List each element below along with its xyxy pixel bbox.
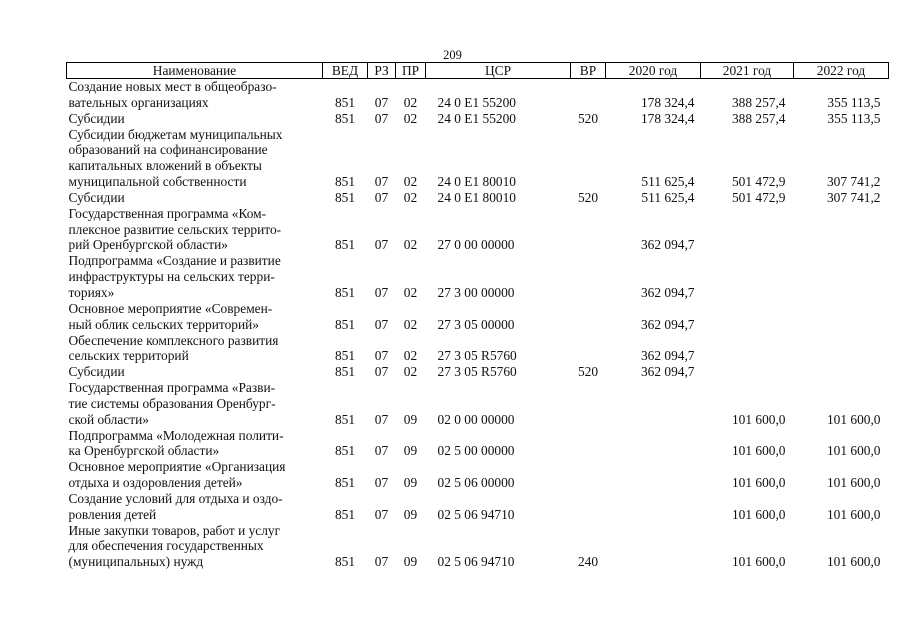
- row-pr: 02: [403, 284, 418, 300]
- row-value-2022: 101 600,0: [826, 506, 881, 522]
- row-name-line: капитальных вложений в объекты: [68, 158, 262, 174]
- row-ved: 851: [334, 284, 356, 300]
- row-vr: 520: [577, 110, 599, 126]
- row-name: [67, 111, 323, 127]
- row-value-2020: 511 625,4: [641, 174, 695, 190]
- row-rz: 07: [374, 316, 389, 332]
- row-name-line: инфраструктуры на сельских терри-: [68, 269, 275, 285]
- row-csr: 02 5 00 00000: [437, 443, 515, 459]
- row-vr: [571, 333, 606, 365]
- row-name-line: плексное развитие сельских террито-: [68, 221, 282, 237]
- row-value-2021: 101 600,0: [731, 475, 786, 491]
- row-pr: 09: [403, 443, 418, 459]
- row-name-line: Государственная программа «Разви-: [68, 380, 276, 396]
- row-value-2020: 362 094,7: [640, 348, 695, 364]
- table-row: [67, 523, 889, 571]
- row-name-line: для обеспечения государственных: [68, 538, 264, 554]
- table-row: [67, 253, 889, 301]
- row-value-2022: 355 113,5: [827, 110, 881, 126]
- row-value-2022: 307 741,2: [826, 189, 881, 205]
- row-name-line: ториях»: [68, 284, 115, 300]
- row-name: [67, 364, 323, 380]
- row-value-2020: [606, 459, 701, 491]
- table-body: [67, 79, 889, 571]
- row-pr: 02: [403, 237, 418, 253]
- row-name-line: рий Оренбургской области»: [68, 237, 228, 253]
- row-ved: 851: [334, 174, 356, 190]
- row-value-2021: 101 600,0: [731, 554, 786, 570]
- page-number: 209: [443, 48, 462, 62]
- row-ved: 851: [334, 506, 356, 522]
- table-row: [67, 491, 889, 523]
- table-row: [67, 301, 889, 333]
- row-ved: 851: [334, 443, 356, 459]
- table-row: [67, 206, 889, 254]
- row-csr: 27 3 05 R5760: [437, 364, 517, 380]
- row-value-2022: [794, 364, 889, 380]
- row-value-2022: 101 600,0: [826, 475, 881, 491]
- row-rz: 07: [374, 443, 389, 459]
- table-row: [67, 333, 889, 365]
- row-name-line: муниципальной собственности: [68, 174, 247, 190]
- row-value-2021: 101 600,0: [731, 411, 786, 427]
- row-ved: 851: [334, 94, 356, 110]
- row-value-2021: 501 472,9: [731, 174, 786, 190]
- row-rz: 07: [374, 189, 389, 205]
- row-name-line: ровления детей: [68, 506, 157, 522]
- row-ved: 851: [334, 189, 356, 205]
- header-ved: ВЕД: [323, 63, 368, 79]
- table-row: [67, 127, 889, 190]
- row-name: [67, 79, 323, 111]
- row-csr: 27 3 05 R5760: [437, 348, 517, 364]
- row-name-line: тие системы образования Оренбург-: [68, 395, 276, 411]
- row-csr: 02 5 06 00000: [437, 475, 515, 491]
- row-name-line: Государственная программа «Ком-: [68, 205, 267, 221]
- row-value-2020: 362 094,7: [640, 364, 695, 380]
- row-value-2020: 511 625,4: [641, 189, 695, 205]
- row-value-2020: [606, 380, 701, 428]
- row-vr: 520: [577, 364, 599, 380]
- row-pr: 02: [403, 94, 418, 110]
- row-name: [67, 127, 323, 190]
- row-name: [67, 301, 323, 333]
- row-csr: 24 0 E1 55200: [437, 94, 516, 110]
- row-pr: 09: [403, 506, 418, 522]
- row-name-line: Обеспечение комплексного развития: [68, 332, 279, 348]
- row-ved: 851: [334, 316, 356, 332]
- row-pr: 02: [403, 348, 418, 364]
- row-value-2022: 101 600,0: [826, 554, 881, 570]
- row-value-2020: [606, 523, 701, 571]
- table-row: [67, 190, 889, 206]
- row-rz: 07: [374, 348, 389, 364]
- row-vr: [571, 459, 606, 491]
- row-rz: 07: [374, 94, 389, 110]
- row-value-2021: [701, 253, 794, 301]
- row-name: [67, 333, 323, 365]
- row-vr: [571, 301, 606, 333]
- row-pr: 09: [403, 475, 418, 491]
- row-name-line: Основное мероприятие «Организация: [68, 459, 286, 475]
- row-value-2020: 178 324,4: [640, 110, 695, 126]
- row-rz: 07: [374, 506, 389, 522]
- row-rz: 07: [374, 284, 389, 300]
- row-value-2022: 307 741,2: [826, 174, 881, 190]
- row-value-2020: [606, 491, 701, 523]
- row-name-line: Подпрограмма «Создание и развитие: [68, 253, 281, 269]
- row-vr: 520: [577, 189, 599, 205]
- row-name-line: ный облик сельских территорий»: [68, 316, 259, 332]
- row-rz: 07: [374, 364, 389, 380]
- row-value-2022: [794, 301, 889, 333]
- row-rz: 07: [374, 237, 389, 253]
- row-value-2021: [701, 206, 794, 254]
- row-name-line: ка Оренбургской области»: [68, 443, 220, 459]
- row-value-2022: 101 600,0: [826, 443, 881, 459]
- row-ved: 851: [334, 348, 356, 364]
- row-name-line: (муниципальных) нужд: [68, 554, 204, 570]
- row-name: [67, 523, 323, 571]
- row-csr: 24 0 E1 55200: [437, 110, 516, 126]
- row-name-line: Субсидии: [68, 110, 125, 126]
- row-csr: 02 0 00 00000: [437, 411, 515, 427]
- row-value-2021: 388 257,4: [731, 94, 786, 110]
- row-vr: 240: [577, 554, 599, 570]
- header-name: Наименование: [67, 63, 323, 79]
- header-2022: 2022 год: [794, 63, 889, 79]
- row-rz: 07: [374, 475, 389, 491]
- row-pr: 02: [403, 189, 418, 205]
- row-csr: 02 5 06 94710: [437, 506, 515, 522]
- row-name-line: отдыха и оздоровления детей»: [68, 475, 243, 491]
- row-value-2021: 101 600,0: [731, 506, 786, 522]
- row-name: [67, 253, 323, 301]
- header-rz: РЗ: [368, 63, 396, 79]
- row-rz: 07: [374, 110, 389, 126]
- row-value-2020: 362 094,7: [640, 284, 695, 300]
- table-row: [67, 428, 889, 460]
- header-csr: ЦСР: [426, 63, 571, 79]
- row-ved: 851: [334, 475, 356, 491]
- header-2021: 2021 год: [701, 63, 794, 79]
- row-vr: [571, 79, 606, 111]
- row-name: [67, 491, 323, 523]
- row-value-2021: 388 257,4: [731, 110, 786, 126]
- row-name-line: Субсидии: [68, 364, 125, 380]
- row-ved: 851: [334, 411, 356, 427]
- row-name-line: вательных организациях: [68, 94, 209, 110]
- row-name-line: Создание новых мест в общеобразо-: [68, 79, 277, 94]
- row-csr: 24 0 E1 80010: [437, 174, 516, 190]
- row-pr: 02: [403, 174, 418, 190]
- row-pr: 02: [403, 364, 418, 380]
- row-value-2022: 355 113,5: [827, 94, 881, 110]
- row-name-line: Подпрограмма «Молодежная полити-: [68, 427, 284, 443]
- row-ved: 851: [334, 110, 356, 126]
- row-ved: 851: [334, 554, 356, 570]
- row-ved: 851: [334, 364, 356, 380]
- row-csr: 02 5 06 94710: [437, 554, 515, 570]
- row-value-2020: 362 094,7: [640, 316, 695, 332]
- header-pr: ПР: [396, 63, 426, 79]
- budget-table: [66, 62, 889, 570]
- row-value-2020: 362 094,7: [640, 237, 695, 253]
- row-value-2022: [794, 206, 889, 254]
- row-name-line: сельских территорий: [68, 348, 189, 364]
- row-csr: 24 0 E1 80010: [437, 189, 516, 205]
- row-csr: 27 0 00 00000: [437, 237, 515, 253]
- row-pr: 09: [403, 554, 418, 570]
- row-name: [67, 206, 323, 254]
- table-row: [67, 111, 889, 127]
- row-name-line: образований на софинансирование: [68, 142, 268, 158]
- row-csr: 27 3 05 00000: [437, 316, 515, 332]
- row-pr: 09: [403, 411, 418, 427]
- row-pr: 02: [403, 110, 418, 126]
- row-name-line: Создание условий для отдыха и оздо-: [68, 490, 283, 506]
- row-value-2021: [701, 333, 794, 365]
- header-2020: 2020 год: [606, 63, 701, 79]
- row-name-line: Иные закупки товаров, работ и услуг: [68, 522, 281, 538]
- row-value-2021: 501 472,9: [731, 189, 786, 205]
- row-csr: 27 3 00 00000: [437, 284, 515, 300]
- row-name-line: Субсидии: [68, 189, 125, 205]
- row-name: [67, 380, 323, 428]
- row-value-2022: [794, 253, 889, 301]
- row-vr: [571, 491, 606, 523]
- table-header-row: [67, 63, 889, 79]
- table-row: [67, 364, 889, 380]
- row-name-line: Основное мероприятие «Современ-: [68, 300, 273, 316]
- row-rz: 07: [374, 174, 389, 190]
- row-rz: 07: [374, 411, 389, 427]
- table-row: [67, 79, 889, 111]
- table-row: [67, 380, 889, 428]
- row-value-2020: 178 324,4: [640, 94, 695, 110]
- row-name: [67, 459, 323, 491]
- row-ved: 851: [334, 237, 356, 253]
- row-vr: [571, 127, 606, 190]
- row-value-2021: [701, 364, 794, 380]
- row-vr: [571, 253, 606, 301]
- row-name-line: Субсидии бюджетам муниципальных: [68, 126, 283, 142]
- row-pr: 02: [403, 316, 418, 332]
- row-value-2021: [701, 301, 794, 333]
- row-value-2021: 101 600,0: [731, 443, 786, 459]
- row-vr: [571, 380, 606, 428]
- row-rz: 07: [374, 554, 389, 570]
- row-value-2020: [606, 428, 701, 460]
- row-name-line: ской области»: [68, 411, 149, 427]
- row-vr: [571, 428, 606, 460]
- row-name: [67, 190, 323, 206]
- header-vr: ВР: [571, 63, 606, 79]
- row-value-2022: [794, 333, 889, 365]
- table-row: [67, 459, 889, 491]
- row-vr: [571, 206, 606, 254]
- row-name: [67, 428, 323, 460]
- row-value-2022: 101 600,0: [826, 411, 881, 427]
